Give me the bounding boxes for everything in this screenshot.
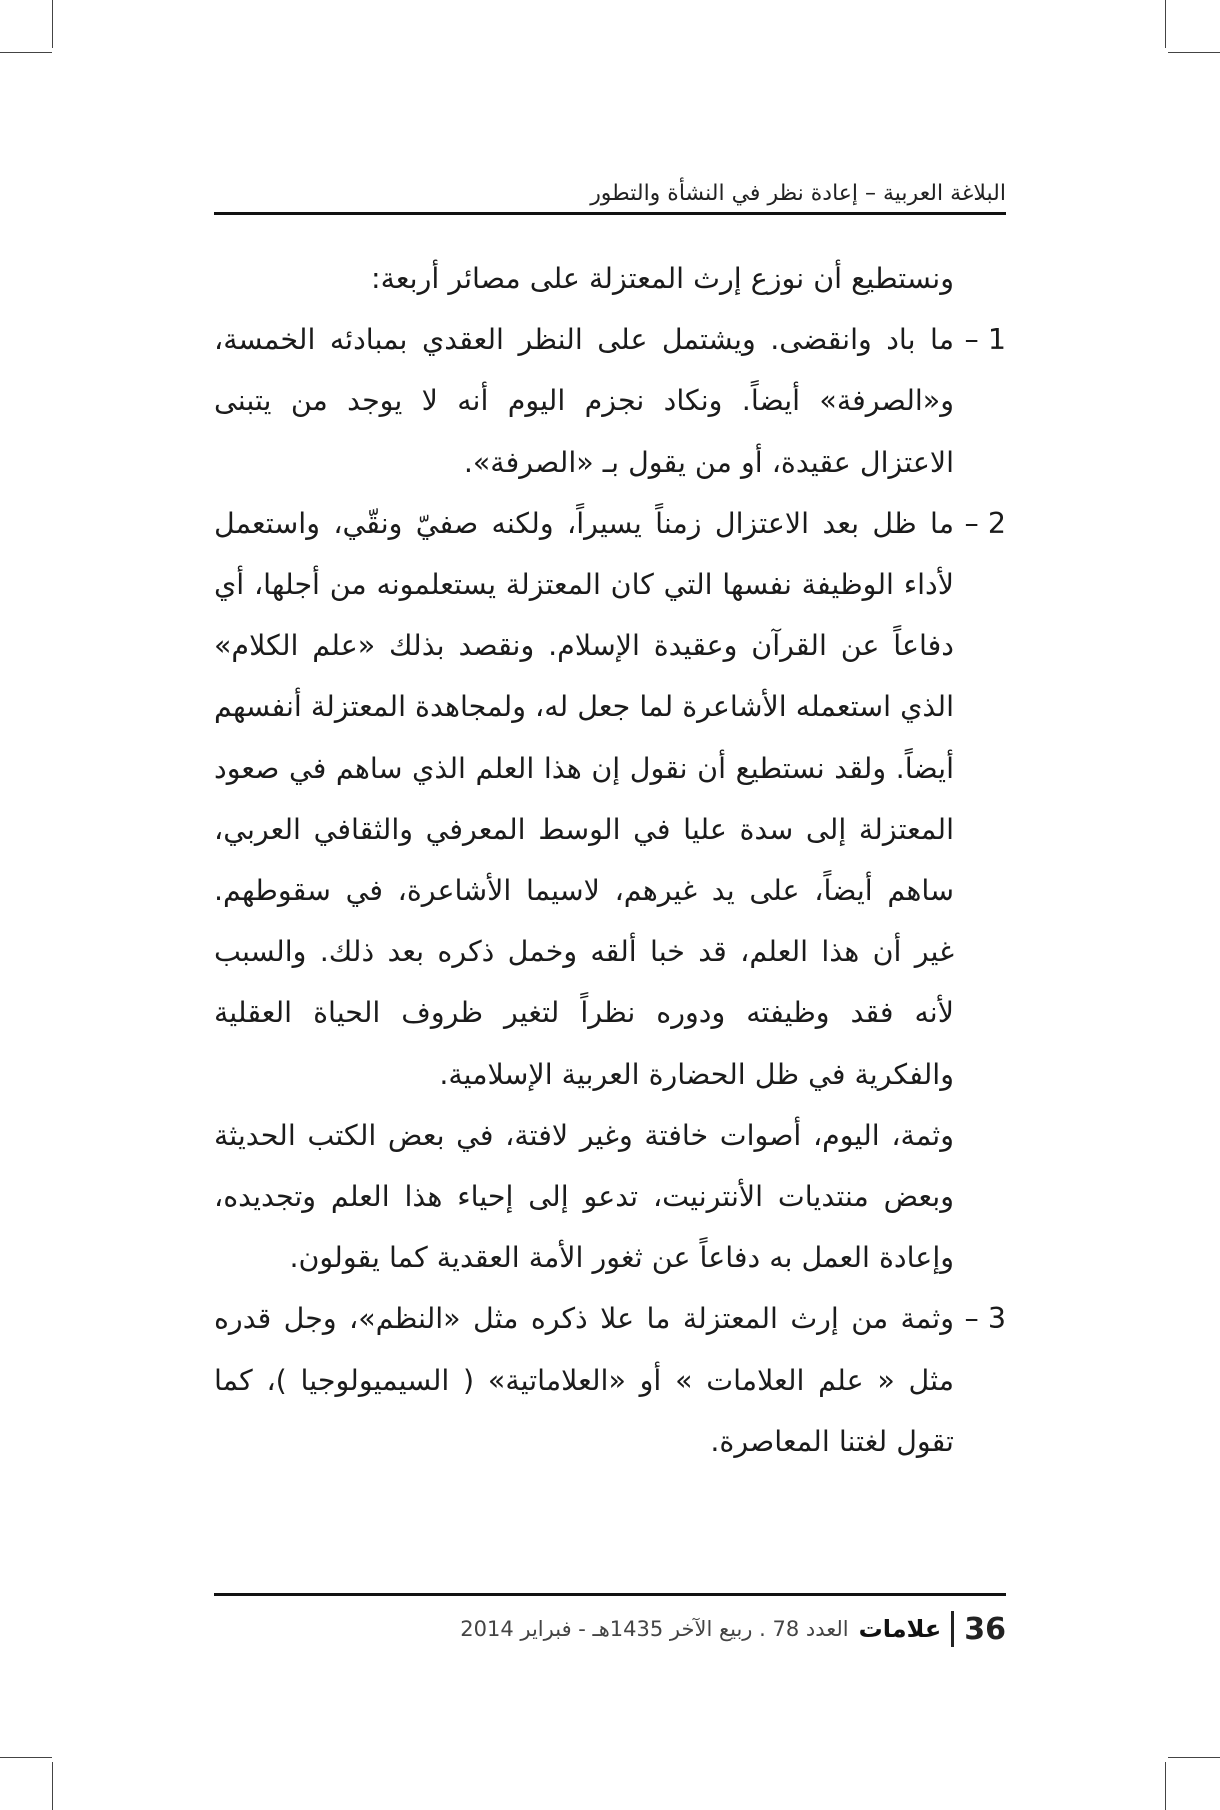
item-number: 3 – <box>964 1302 1006 1336</box>
item-paragraph: وثمة، اليوم، أصوات خافتة وغير لافتة، في بعض الكتب الحديثة وبعض منتديات الأنترنيت، تدعو إلى إحياء هذا العلم وتجديده، وإعادة العمل به دفاعاً عن ثغور الأمة العقدية كما يقولون. <box>214 1118 954 1275</box>
crop-mark <box>0 52 52 53</box>
intro-paragraph: ونستطيع أن نوزع إرث المعتزلة على مصائر أربعة: <box>371 262 954 295</box>
footer-rule <box>214 1593 1006 1596</box>
item-number: 2 – <box>964 506 1006 540</box>
page-footer <box>214 1604 1006 1654</box>
crop-mark <box>52 1762 53 1810</box>
item-paragraph: ما ظل بعد الاعتزال زمناً يسيراً، ولكنه صفيّ ونقّي، واستعمل لأداء الوظيفة نفسها التي كان المعتزلة يستعلمونه من أجلها، أي دفاعاً عن القرآن وعقيدة الإسلام. ونقصد بذلك «علم الكلام» الذي استعمله الأشاعرة لما جعل له، ولمجاهدة المعتزلة أنفسهم أيضاً. ولقد نستطيع أن نقول إن هذا العلم الذي ساهم في صعود المعتزلة إلى سدة عليا في الوسط المعرفي والثقافي العربي، ساهم أيضاً، على يد غيرهم، لاسيما الأشاعرة، في سقوطهم. غير أن هذا العلم، قد خبا ألقه وخمل ذكره بعد ذلك. والسبب لأنه فقد وظيفته ودوره نظراً لتغير ظروف الحياة العقلية والفكرية في ظل الحضارة العربية الإسلامية. <box>214 506 954 1091</box>
crop-mark <box>0 1757 52 1758</box>
list-item <box>214 309 1006 493</box>
crop-mark <box>1168 52 1220 53</box>
list-item <box>214 1288 1006 1472</box>
item-paragraph: وثمة من إرث المعتزلة ما علا ذكره مثل «النظم»، وجل قدره مثل « علم العلامات » أو «العلاماتية» ( السيميولوجيا )، كما تقول لغتنا المعاصرة. <box>214 1302 954 1458</box>
list-item <box>214 493 1006 1289</box>
crop-mark <box>1165 1762 1166 1810</box>
item-number: 1 – <box>964 323 1006 357</box>
header-rule <box>214 212 1006 215</box>
crop-mark <box>52 0 53 48</box>
page-number: 36 <box>964 1611 1006 1647</box>
crop-mark <box>1165 0 1166 48</box>
running-header: البلاغة العربية – إعادة نظر في النشأة والتطور <box>590 181 1006 206</box>
footer-divider <box>951 1611 954 1647</box>
crop-mark <box>1168 1757 1220 1758</box>
issue-info: العدد 78 . ربيع الآخر 1435هـ - فبراير 2014 <box>460 1617 849 1641</box>
item-paragraph: ما باد وانقضى. ويشتمل على النظر العقدي بمبادئه الخمسة، و«الصرفة» أيضاً. ونكاد نجزم اليوم أنه لا يوجد من يتبنى الاعتزال عقيدة، أو من يقول بـ «الصرفة». <box>214 323 954 479</box>
article-body <box>214 248 1006 1472</box>
journal-logo: علامات <box>858 1615 942 1643</box>
